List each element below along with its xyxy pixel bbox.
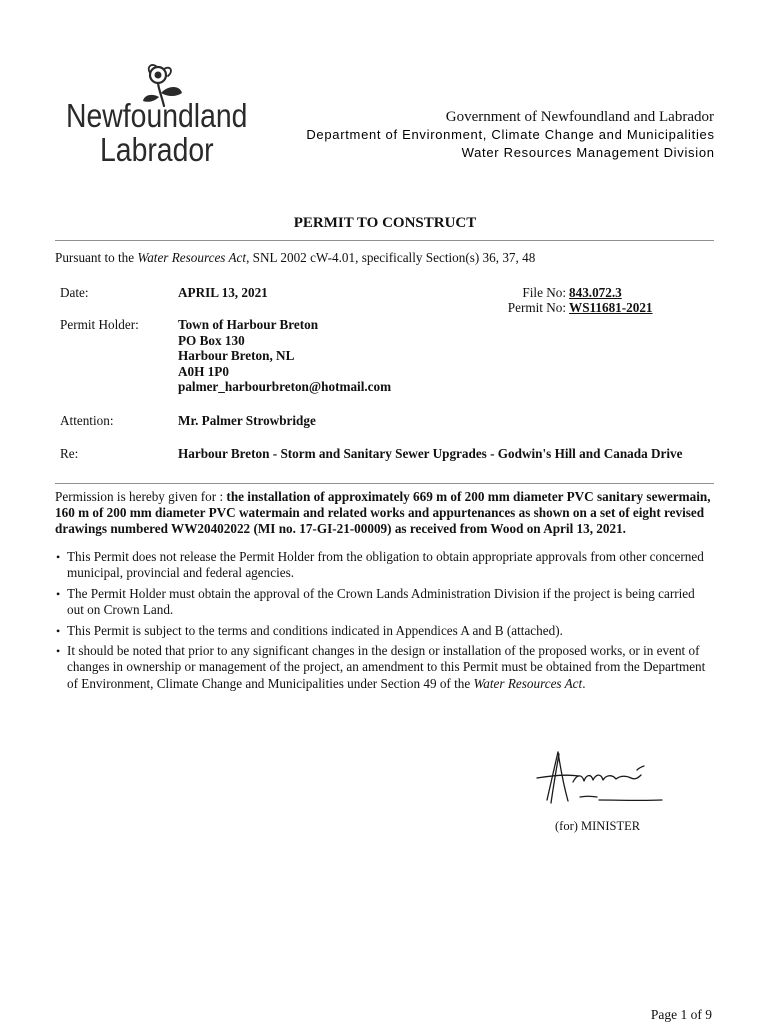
pursuant-statement (55, 250, 535, 266)
government-name: Government of Newfoundland and Labrador (445, 109, 714, 125)
divider-middle (55, 483, 714, 484)
list-item (55, 549, 711, 581)
act-name: Water Resources Act (473, 675, 583, 691)
re-value: Harbour Breton - Storm and Sanitary Sewer Upgrades - Godwin's Hill and Canada Drive (178, 446, 683, 461)
list-item (55, 586, 711, 618)
holder-city: Harbour Breton, NL (178, 348, 295, 363)
pursuant-citation: , SNL 2002 cW-4.01, specifically Section(s) 36, 37, 48 (246, 250, 536, 265)
permit-no-value: WS11681-2021 (569, 300, 653, 315)
condition-text: This Permit is subject to the terms and conditions indicated in Appendices A and B (attached). (67, 622, 563, 638)
logo-wordmark-labrador: Labrador (100, 131, 214, 168)
department-name: Department of Environment, Climate Change and Municipalities (306, 127, 715, 142)
minister-signature (535, 745, 670, 810)
attention-label: Attention: (60, 413, 114, 428)
attention-value: Mr. Palmer Strowbridge (178, 413, 316, 428)
condition-text-end: . (582, 675, 586, 691)
logo-wordmark-newfoundland: Newfoundland (66, 97, 248, 134)
permit-no-label: Permit No: (507, 300, 566, 315)
holder-postal-code: A0H 1P0 (178, 363, 229, 379)
condition-text: It should be noted that prior to any significant changes in the design or installation of the proposed works, or in event of changes in ownership or management of the project, an amendment to this Permit must be obtained from the Department of Environment, Climate Change and Municipalities under Section 49 of the (67, 643, 706, 691)
divider-top (55, 240, 714, 241)
page-title: PERMIT TO CONSTRUCT (293, 215, 477, 231)
pursuant-text: Pursuant to the (55, 250, 138, 265)
holder-po-box: PO Box 130 (178, 332, 245, 348)
permit-holder-label: Permit Holder: (60, 317, 139, 332)
division-name: Water Resources Management Division (461, 144, 715, 160)
permission-paragraph (55, 489, 719, 537)
holder-email: palmer_harbourbreton@hotmail.com (178, 379, 392, 394)
date-label: Date: (60, 285, 89, 300)
condition-text: This Permit does not release the Permit Holder from the obligation to obtain appropriate approvals from other concerned municipal, provincial and federal agencies. (67, 549, 704, 581)
list-item (55, 623, 711, 639)
re-label: Re: (60, 446, 79, 461)
permission-lead: Permission is hereby given for : (55, 489, 224, 504)
file-no-label: File No: (522, 285, 566, 300)
conditions-list (55, 549, 715, 696)
condition-text: The Permit Holder must obtain the approval of the Crown Lands Administration Division if the project is being carried out on Crown Land. (67, 585, 695, 617)
permission-scope: the installation of approximately 669 m of 200 mm diameter PVC sanitary sewermain, 160 m of 200 mm diameter PVC watermain and related works and appurtenances as shown on a set of eight revised drawings numbered WW20402022 (MI no. 17-GI-21-00009) as received from Wood on April 13, 2021. (55, 489, 711, 536)
list-item (55, 643, 711, 692)
holder-name: Town of Harbour Breton (178, 317, 319, 332)
letterhead (306, 108, 714, 161)
page-number: Page 1 of 9 (650, 1007, 712, 1022)
nl-logo (0, 0, 300, 180)
permit-holder-address (178, 317, 391, 395)
signature-caption: (for) MINISTER (555, 819, 641, 833)
file-no-value: 843.072.3 (569, 285, 622, 300)
date-value: APRIL 13, 2021 (178, 285, 268, 300)
act-name: Water Resources Act (137, 250, 247, 265)
